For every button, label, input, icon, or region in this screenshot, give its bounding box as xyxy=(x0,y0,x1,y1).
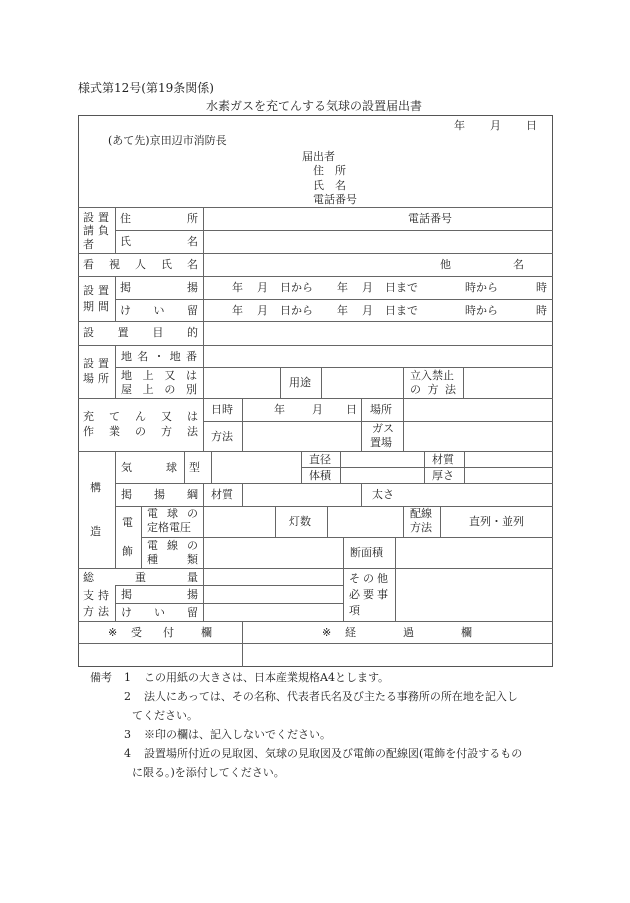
notes-heading: 備考 xyxy=(90,671,112,684)
bulb-voltage-label-2: 定格電圧 xyxy=(147,521,191,534)
divider xyxy=(115,585,116,621)
supervisor-name-field[interactable] xyxy=(204,254,552,276)
period-moor-label: け い 留 xyxy=(120,304,198,317)
filling-gas-storage-label-1: ガス xyxy=(372,422,394,435)
reception-field xyxy=(79,644,242,666)
material-field[interactable] xyxy=(465,452,552,467)
contractor-address-field[interactable] xyxy=(204,208,552,230)
weight-label: 総 重 量 xyxy=(83,571,198,584)
location-ground-label-2: 屋 上 の 別 xyxy=(121,383,197,396)
rope-thickness-field[interactable] xyxy=(404,484,552,506)
divider xyxy=(424,451,425,483)
location-restrict-field[interactable] xyxy=(464,368,552,398)
filling-label-2: 作 業 の 方 法 xyxy=(83,425,198,438)
period-label-1: 設置 xyxy=(83,284,113,297)
structure-label-1: 構 xyxy=(90,481,101,494)
note-2-continuation: てください。 xyxy=(132,709,198,722)
applicant-label: 届出者 xyxy=(302,150,335,163)
divider xyxy=(280,367,281,398)
rope-material-label: 材質 xyxy=(211,488,233,501)
divider xyxy=(115,276,116,321)
note-3-number: 3 xyxy=(124,728,131,741)
contractor-name-field[interactable] xyxy=(204,231,552,253)
balloon-type-label: 気 球 xyxy=(121,461,177,474)
diameter-field[interactable] xyxy=(341,452,424,467)
divider xyxy=(78,276,553,277)
divider xyxy=(343,537,344,568)
supervisor-others-unit: 名 xyxy=(513,258,524,271)
other-label-3: 項 xyxy=(349,604,360,617)
balloon-type-field[interactable] xyxy=(212,452,301,483)
rope-label: 掲 揚 綱 xyxy=(121,488,198,501)
support-label-1: 支持 xyxy=(83,589,113,602)
bulb-voltage-label-1: 電 球 の xyxy=(147,507,198,520)
weight-field[interactable] xyxy=(204,569,343,585)
rope-thickness-label: 太さ xyxy=(372,488,394,501)
supervisor-others: 他 xyxy=(440,258,451,271)
note-2-number: 2 xyxy=(124,690,131,703)
wire-type-label-1: 電 線 の xyxy=(147,539,198,552)
supervisor-label: 看 視 人 氏 名 xyxy=(83,258,198,271)
note-4-number: 4 xyxy=(124,747,131,760)
structure-label-2: 造 xyxy=(90,525,101,538)
divider xyxy=(184,451,185,483)
divider xyxy=(403,367,404,398)
filling-gas-storage-label-2: 置場 xyxy=(370,436,392,449)
filling-method-label: 方法 xyxy=(211,430,233,443)
purpose-label: 設 置 目 的 xyxy=(83,326,198,339)
wire-type-field[interactable] xyxy=(204,538,343,568)
wiring-option[interactable]: 直列・並列 xyxy=(469,515,524,528)
location-label-1: 設置 xyxy=(83,357,113,370)
divider xyxy=(78,621,553,622)
contractor-address-label: 住 所 xyxy=(120,212,198,225)
form-title: 水素ガスを充てんする気球の設置届出書 xyxy=(206,99,423,113)
location-restrict-label-2: の 方 法 xyxy=(410,383,456,396)
purpose-field[interactable] xyxy=(204,322,552,345)
other-field[interactable] xyxy=(396,569,552,621)
filling-method-field[interactable] xyxy=(243,422,361,451)
illumination-label-1: 電 xyxy=(122,516,133,529)
material-label: 材質 xyxy=(432,453,454,466)
support-raise-label: 掲 揚 xyxy=(121,588,198,601)
addressee: (あて先)京田辺市消防長 xyxy=(108,134,227,147)
location-restrict-label-1: 立入禁止 xyxy=(410,369,454,382)
wiring-label-1: 配線 xyxy=(410,507,432,520)
lamp-count-label: 灯数 xyxy=(289,515,311,528)
other-label-2: 必要事 xyxy=(349,588,391,601)
divider xyxy=(115,451,116,568)
location-use-label: 用途 xyxy=(289,376,311,389)
date-day: 日 xyxy=(526,119,537,132)
location-ground-field[interactable] xyxy=(204,368,280,398)
contractor-name-label: 氏 名 xyxy=(120,235,198,248)
diameter-label: 直径 xyxy=(309,453,331,466)
divider xyxy=(115,345,116,398)
cross-section-field[interactable] xyxy=(396,538,552,568)
type-label: 型 xyxy=(189,461,200,474)
divider xyxy=(403,506,404,537)
period-label-2: 期間 xyxy=(83,300,113,313)
divider xyxy=(141,506,142,568)
filling-place-field[interactable] xyxy=(404,399,552,421)
note-2-text: 法人にあっては、その名称、代表者氏名及び主たる事務所の所在地を記入し xyxy=(144,690,518,703)
support-raise-field[interactable] xyxy=(204,586,343,603)
support-label-2: 方法 xyxy=(83,605,113,618)
note-4-continuation: に限る。)を添付してください。 xyxy=(132,766,285,779)
support-moor-field[interactable] xyxy=(204,604,343,621)
note-1-number: 1 xyxy=(124,671,131,684)
lamp-count-field[interactable] xyxy=(328,507,403,537)
bulb-voltage-field[interactable] xyxy=(204,507,275,537)
wiring-label-2: 方法 xyxy=(410,521,432,534)
cross-section-label: 断面積 xyxy=(350,546,383,559)
filling-label-1: 充 て ん 又 は xyxy=(83,410,198,423)
divider xyxy=(361,398,362,451)
location-use-field[interactable] xyxy=(322,368,403,398)
location-lot-label: 地 名 ・ 地 番 xyxy=(121,350,197,363)
divider xyxy=(275,506,276,537)
note-3-text: ※印の欄は、記入しないでください。 xyxy=(144,728,331,741)
rope-material-field[interactable] xyxy=(243,484,361,506)
progress-field xyxy=(243,644,552,666)
contractor-phone-label: 電話番号 xyxy=(408,212,452,225)
support-moor-label: け い 留 xyxy=(121,606,198,619)
divider xyxy=(115,299,553,300)
location-lot-field[interactable] xyxy=(204,346,552,367)
period-raise-label: 掲 揚 xyxy=(120,281,198,294)
divider xyxy=(301,451,302,483)
contractor-label-1: 設置 xyxy=(83,211,113,224)
filling-datetime-label: 日時 xyxy=(211,403,233,416)
other-label-1: その他 xyxy=(349,572,391,585)
location-label-2: 場所 xyxy=(83,372,113,385)
thickness-field[interactable] xyxy=(465,468,552,483)
illumination-label-2: 飾 xyxy=(122,545,133,558)
volume-field[interactable] xyxy=(341,468,424,483)
volume-label: 体積 xyxy=(309,469,331,482)
wire-type-label-2: 種 類 xyxy=(147,553,198,566)
form-number: 様式第12号(第19条関係) xyxy=(78,81,214,95)
filling-place-label: 場所 xyxy=(370,403,392,416)
thickness-label: 厚さ xyxy=(432,469,454,482)
note-4-text: 設置場所付近の見取図、気球の見取図及び電飾の配線図(電飾を付設するもの xyxy=(144,747,523,760)
date-month: 月 xyxy=(490,119,501,132)
contractor-label-2: 請負 xyxy=(83,224,113,237)
applicant-phone-label: 電話番号 xyxy=(313,193,357,206)
divider xyxy=(115,207,116,253)
filling-gas-storage-field[interactable] xyxy=(404,422,552,451)
applicant-name-label: 氏 名 xyxy=(313,179,346,192)
applicant-address-label: 住 所 xyxy=(313,164,346,177)
location-ground-label-1: 地 上 又 は xyxy=(121,369,197,382)
note-1-text: この用紙の大きさは、日本産業規格A4とします。 xyxy=(144,671,390,684)
date-year: 年 xyxy=(454,119,465,132)
divider xyxy=(361,483,362,506)
divider xyxy=(343,568,344,621)
contractor-label-3: 者 xyxy=(83,238,94,251)
